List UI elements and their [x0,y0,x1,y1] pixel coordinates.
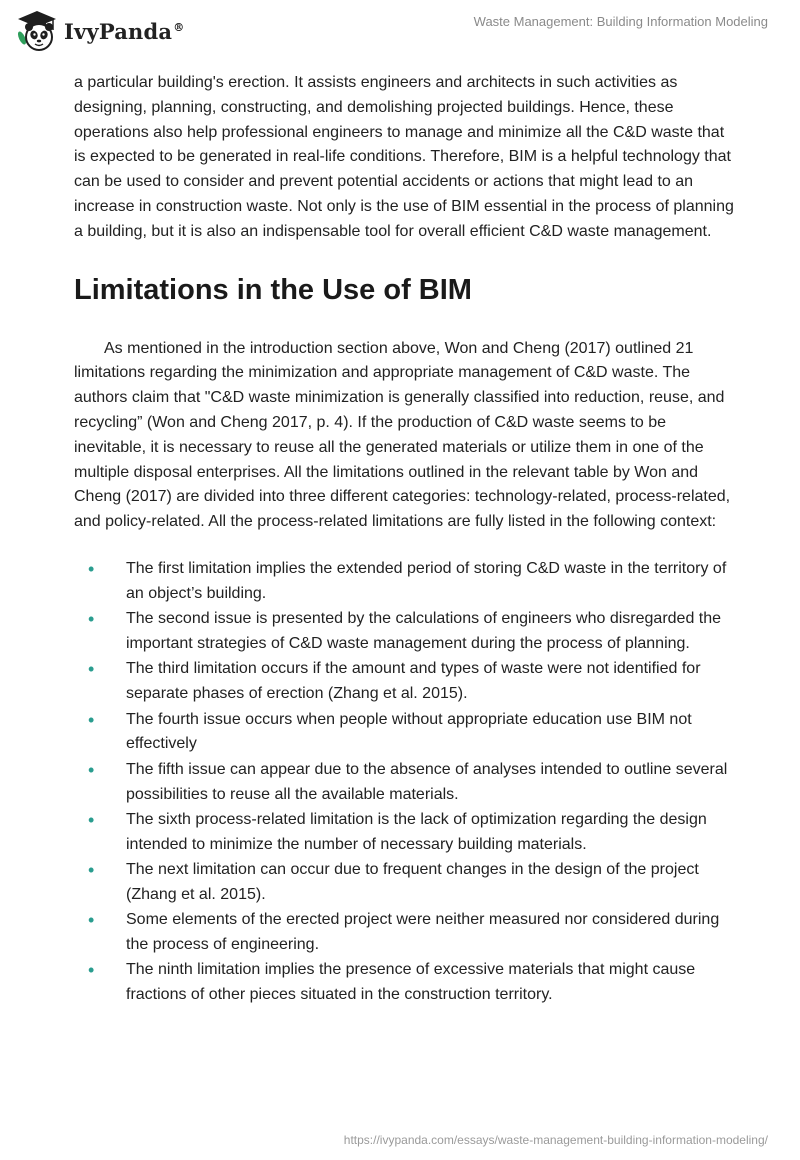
list-item-text: The first limitation implies the extended period of storing C&D waste in the territory of an object’s building. [126,559,727,602]
list-item-text: The sixth process-related limitation is the lack of optimization regarding the design intended to minimize the number of necessary building materials. [126,810,707,853]
list-item [74,858,734,908]
source-url[interactable]: https://ivypanda.com/essays/waste-management-building-information-modeling/ [343,1133,768,1147]
list-item [74,808,734,858]
intro-paragraph: a particular building's erection. It assists engineers and architects in such activities as designing, planning, constructing, and demolishing projected buildings. Hence, these operations also help professional engineers to manage and minimize all the C&D waste that is expected to be generated in real-life conditions. Therefore, BIM is a helpful technology that can be used to consider and prevent potential accidents or actions that might lead to an increase in construction waste. Not only is the use of BIM essential in the process of planning a building, but it is also an indispensable tool for overall efficient C&D waste management. [74,74,734,240]
list-item-text: The ninth limitation implies the presence of excessive materials that might cause fractions of other pieces situated in the construction territory. [126,961,696,1004]
bullet-icon: • [88,709,95,730]
list-item [74,607,734,657]
list-item-text: The second issue is presented by the calculations of engineers who disregarded the important strategies of C&D waste management during the process of planning. [126,610,722,652]
list-item-text: The next limitation can occur due to frequent changes in the design of the project (Zhang et al. 2015). [126,861,699,903]
bullet-icon: • [88,809,95,830]
list-item-text: The fourth issue occurs when people without appropriate education use BIM not effectively [126,710,692,753]
list-item [74,958,734,1008]
list-item [74,908,734,958]
section-heading: Limitations in the Use of BIM [74,273,472,306]
section-paragraph: As mentioned in the introduction section above, Won and Cheng (2017) outlined 21 limitations regarding the minimization and appropriate management of C&D waste. The authors claim that "C&D waste minimization is generally classified into reduction, reuse, and recycling” (Won and Cheng 2017, p. 4). If the production of C&D waste seems to be inevitable, it is necessary to reuse all the generated materials or utilize them in one of the multiple disposal enterprises. All the limitations outlined in the relevant table by Won and Cheng (2017) are divided into three different categories: technology-related, process-related, and policy-related. All the process-related limitations are fully listed in the following context: [74,339,731,531]
list-item [74,657,734,707]
bullet-icon: • [88,910,95,931]
document-title: Waste Management: Building Information Modeling [473,14,768,29]
bullet-icon: • [88,759,95,780]
list-item [74,708,734,758]
bullet-icon: • [88,960,95,981]
list-item-text: Some elements of the erected project were neither measured nor considered during the process of engineering. [126,911,720,954]
panda-graduate-icon [14,8,60,54]
registered-mark: ® [173,20,185,34]
bullet-icon: • [88,659,95,680]
list-item [74,758,734,808]
list-item [74,557,734,607]
list-item-text: The fifth issue can appear due to the absence of analyses intended to outline several possibilities to reuse all the available materials. [126,760,728,803]
page-header [0,0,800,70]
bullet-icon: • [88,860,95,881]
article-body [74,71,734,1009]
logo-text: IvyPanda® [64,18,185,44]
bullet-icon: • [88,609,95,630]
limitations-list [74,557,734,1008]
bullet-icon: • [88,558,95,579]
list-item-text: The third limitation occurs if the amount and types of waste were not identified for separate phases of erection (Zhang et al. 2015). [126,660,701,703]
ivypanda-logo[interactable] [14,8,184,54]
